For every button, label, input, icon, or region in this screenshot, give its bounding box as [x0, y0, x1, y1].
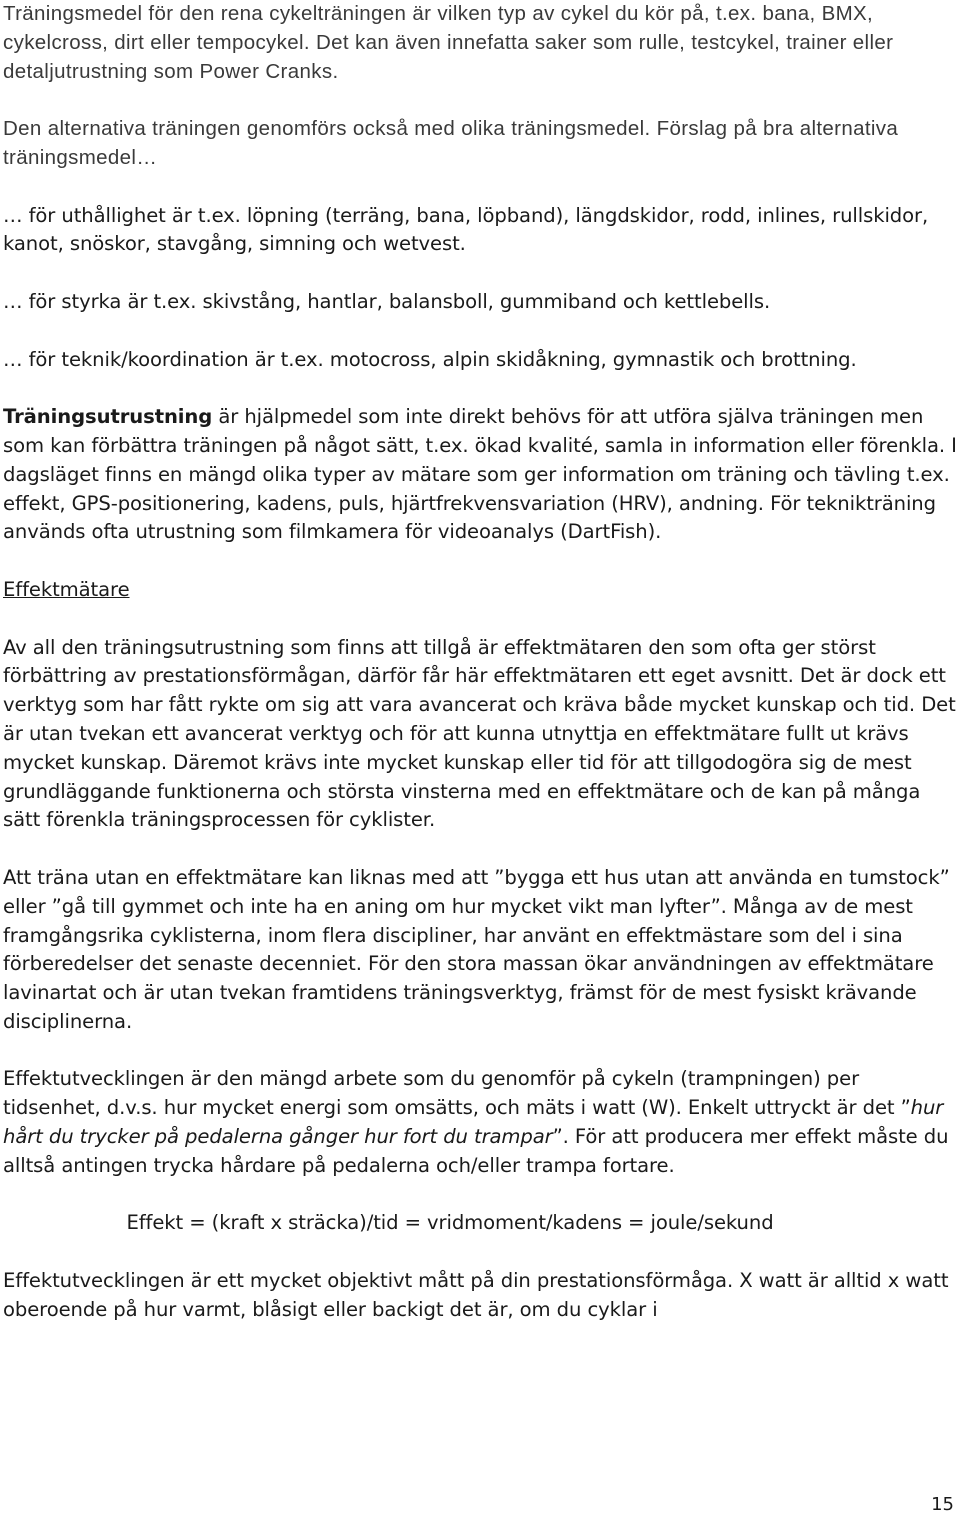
paragraph-training-means: Träningsmedel för den rena cykelträningen är vilken typ av cykel du kör på, t.ex. bana, BMX, cykelcross, dirt eller tempocykel. Det kan även innefatta saker som rulle, testcykel, trainer eller detaljutrustning som Power Cranks. [3, 2, 894, 83]
paragraph-objective-measure: Effektutvecklingen är ett mycket objektivt mått på din prestationsförmåga. X watt är alltid x watt oberoende på hur varmt, blåsigt eller backigt det är, om du cyklar i [3, 1269, 949, 1321]
paragraph-power-meter-intro: Av all den träningsutrustning som finns att tillgå är effektmätaren den som ofta ger störst förbättring av prestationsförmågan, därför får här effektmätaren ett eget avsnitt. Det är dock ett verktyg som har fått rykte om sig att vara avancerat och kräva både mycket kunskap och tid. Det är utan tvekan ett avancerat verktyg och för att kunna utnyttja en effektmätare fullt ut krävs mycket kunskap. Däremot krävs inte mycket kunskap eller tid för att tillgodogöra sig de mest grundläggande funktionerna och största vinsterna med en effektmätare och de kan på många sätt förenkla träningsprocessen för cyklister. [3, 635, 956, 832]
spacer [3, 1181, 957, 1210]
section-heading-effektmatare: Effektmätare [3, 577, 130, 601]
spacer [3, 317, 957, 346]
paragraph-training-without-meter: Att träna utan en effektmätare kan liknas med att ”bygga ett hus utan att använda en tumstock” eller ”gå till gymmet och inte ha en aning om hur mycket vikt man lyfter”. Många av de mest framgångsrika cyklisterna, inom flera discipliner, har använt en effektmästare som del i sina förberedelser det senaste decenniet. För den stora massan ökar användningen av effektmätare lavinartat och är utan tvekan framtidens träningsverktyg, främst för de mest fysiskt krävande disciplinerna. [3, 865, 950, 1033]
power-definition-text-b: ”. För att producera mer effekt måste du alltså antingen trycka hårdare på pedalerna och/eller trampa fortare. [3, 1125, 949, 1177]
paragraph-training-equipment [3, 403, 957, 547]
paragraph-strength: … för styrka är t.ex. skivstång, hantlar, balansboll, gummiband och kettlebells. [3, 289, 771, 313]
paragraph-endurance: … för uthållighet är t.ex. löpning (terräng, bana, löpband), längdskidor, rodd, inlines, rullskidor, kanot, snöskor, stavgång, simning och wetvest. [3, 203, 929, 256]
spacer [3, 173, 957, 202]
spacer [3, 835, 957, 864]
power-definition-text-a: Effektutvecklingen är den mängd arbete som du genomför på cykeln (trampningen) per tidsenhet, d.v.s. hur mycket energi som omsätts, och mäts i watt (W). Enkelt uttryckt är det ” [3, 1067, 911, 1120]
spacer [3, 1037, 957, 1066]
page-number: 15 [931, 1494, 954, 1515]
paragraph-alternative-training: Den alternativa träningen genomförs också med olika träningsmedel. Förslag på bra alternativa träningsmedel… [3, 117, 899, 169]
spacer [3, 605, 957, 634]
paragraph-training-equipment-text: är hjälpmedel som inte direkt behövs för att utföra själva träningen men som kan förbättra träningen på något sätt, t.ex. ökad kvalité, samla in information eller förenkla. I dagsläget finns en mängd olika typer av mätare som ger information om träning och tävling t.ex. effekt, GPS-positionering, kadens, puls, hjärtfrekvensvariation (HRV), andning. För teknikträning används ofta utrustning som filmkamera för videoanalys (DartFish). [3, 405, 957, 544]
spacer [3, 259, 957, 288]
term-training-equipment: Träningsutrustning [3, 405, 213, 429]
paragraph-power-definition [3, 1065, 957, 1180]
spacer [3, 1238, 957, 1267]
spacer [3, 547, 957, 576]
paragraph-technique: … för teknik/koordination är t.ex. motocross, alpin skidåkning, gymnastik och brottning. [3, 347, 857, 371]
spacer [3, 86, 957, 115]
spacer [3, 374, 957, 403]
power-definition-quote: hur hårt du trycker på pedalerna gånger hur fort du trampar [3, 1096, 944, 1149]
document-page [3, 0, 957, 1325]
power-formula: Effekt = (kraft x sträcka)/tid = vridmoment/kadens = joule/sekund [126, 1211, 774, 1235]
